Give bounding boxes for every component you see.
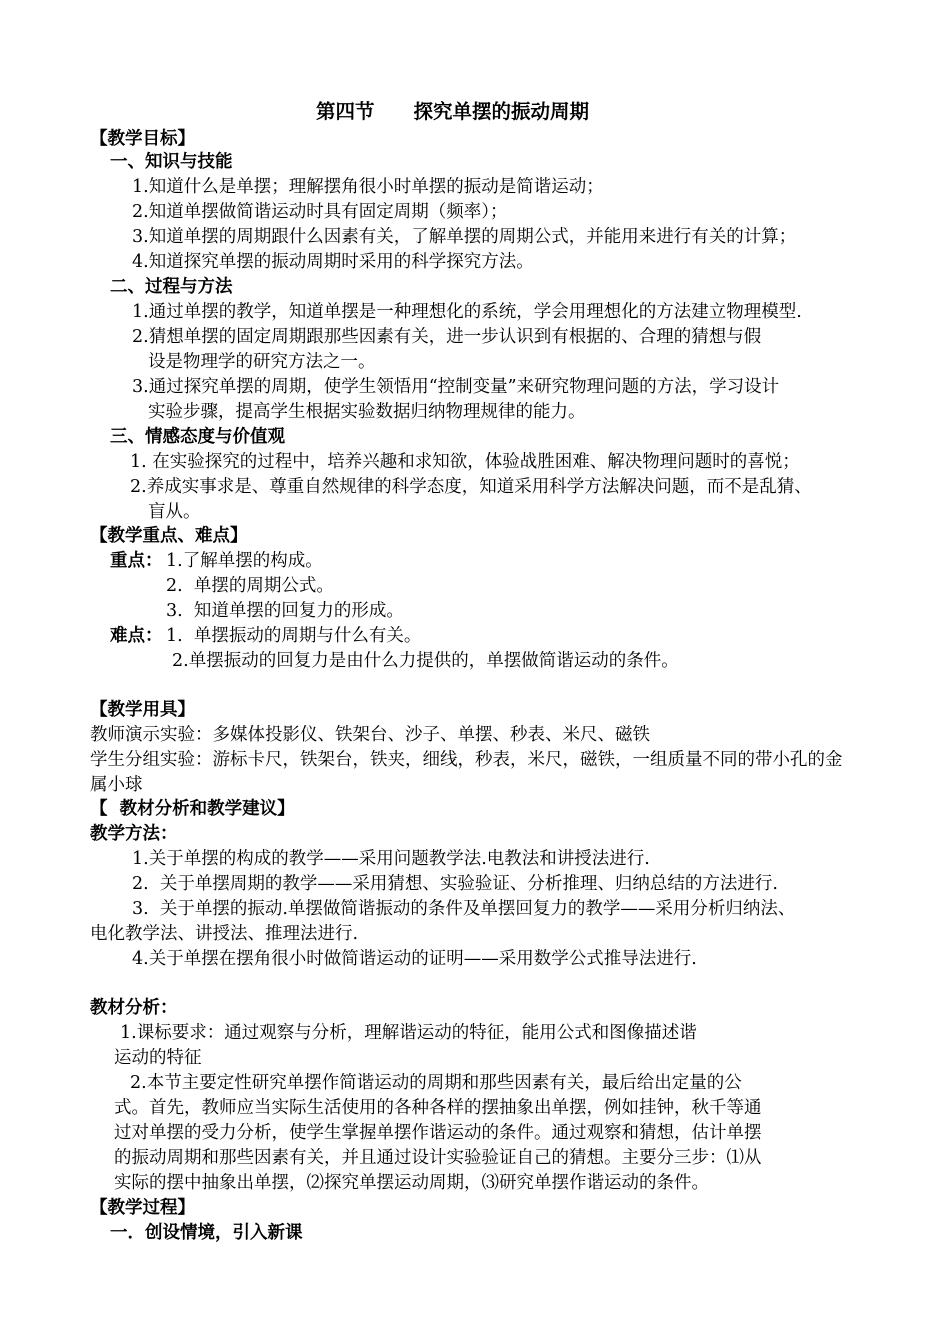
- material-line-2: 2.本节主要定性研究单摆作简谐运动的周期和那些因素有关，最后给出定量的公: [130, 1073, 742, 1093]
- attitude-item-2-cont: 盲从。: [148, 502, 201, 522]
- teaching-process-heading: 【教学过程】: [90, 1198, 195, 1218]
- method-line-1: 1.关于单摆的构成的教学——采用问题教学法.电教法和讲授法进行.: [132, 849, 650, 869]
- method-line-3-cont: 电化教学法、讲授法、推理法进行.: [90, 924, 359, 944]
- hard-label: 难点：: [110, 626, 163, 646]
- attitude-item-2: 2.养成实事求是、尊重自然规律的科学态度，知道采用科学方法解决问题，而不是乱猜、: [130, 477, 812, 497]
- process-item-3: 3.通过探究单摆的周期，使学生领悟用“控制变量”来研究物理问题的方法，学习设计: [132, 377, 780, 397]
- knowledge-item-1: 1.知道什么是单摆；理解摆角很小时单摆的振动是简谐运动；: [132, 177, 604, 197]
- material-heading: 教材分析：: [90, 998, 178, 1018]
- method-heading: 教学方法：: [90, 824, 178, 844]
- knowledge-item-3: 3.知道单摆的周期跟什么因素有关，了解单摆的周期公式，并能用来进行有关的计算；: [132, 227, 797, 247]
- process-step-1: 一．创设情境，引入新课: [110, 1223, 303, 1243]
- goals-heading: 【教学目标】: [90, 129, 195, 149]
- key-label: 重点：: [110, 551, 163, 571]
- material-line-3: 式。首先，教师应当实际生活使用的各种各样的摆抽象出单摆，例如挂钟，秋千等通: [114, 1098, 762, 1118]
- tools-teacher: 教师演示实验：多媒体投影仪、铁架台、沙子、单摆、秒表、米尺、磁铁: [90, 725, 650, 745]
- hard-item-1: 1. 单摆振动的周期与什么有关。: [166, 626, 422, 646]
- key-item-2: 2. 单摆的周期公式。: [166, 576, 334, 596]
- knowledge-heading: 一、知识与技能: [110, 152, 233, 172]
- knowledge-item-2: 2.知道单摆做简谐运动时具有固定周期（频率）；: [132, 202, 508, 222]
- hard-item-2: 2.单摆振动的回复力是由什么力提供的，单摆做简谐运动的条件。: [172, 651, 679, 671]
- process-item-2-cont: 设是物理学的研究方法之一。: [148, 352, 376, 372]
- method-line-3: 3. 关于单摆的振动.单摆做简谐振动的条件及单摆回复力的教学——采用分析归纳法、: [132, 899, 796, 919]
- method-line-4: 4.关于单摆在摆角很小时做简谐运动的证明——采用数学公式推导法进行.: [132, 949, 697, 969]
- tools-heading: 【教学用具】: [90, 700, 195, 720]
- method-line-2: 2. 关于单摆周期的教学——采用猜想、实验验证、分析推理、归纳总结的方法进行.: [132, 874, 778, 894]
- material-line-1: 1.课标要求：通过观察与分析，理解谐运动的特征，能用公式和图像描述谐: [120, 1023, 697, 1043]
- process-method-heading: 二、过程与方法: [110, 277, 233, 297]
- material-line-5: 的振动周期和那些因素有关，并且通过设计实验验证自己的猜想。主要分三步：⑴从: [114, 1148, 762, 1168]
- material-line-6: 实际的摆中抽象出单摆，⑵探究单摆运动周期，⑶研究单摆作谐运动的条件。: [114, 1173, 709, 1193]
- process-item-2: 2.猜想单摆的固定周期跟那些因素有关，进一步认识到有根据的、合理的猜想与假: [132, 327, 762, 347]
- attitude-item-1: 1. 在实验探究的过程中，培养兴趣和求知欲，体验战胜困难、解决物理问题时的喜悦；: [130, 452, 800, 472]
- process-item-1: 1.通过单摆的教学，知道单摆是一种理想化的系统，学会用理想化的方法建立物理模型.: [132, 302, 802, 322]
- knowledge-item-4: 4.知道探究单摆的振动周期时采用的科学探究方法。: [132, 252, 534, 272]
- key-item-3: 3. 知道单摆的回复力的形成。: [166, 601, 404, 621]
- tools-student: 学生分组实验：游标卡尺，铁架台，铁夹，细线，秒表，米尺，磁铁，一组质量不同的带小孔的金: [90, 750, 843, 770]
- material-line-4: 过对单摆的受力分析，使学生掌握单摆作谐运动的条件。通过观察和猜想，估计单摆: [114, 1123, 762, 1143]
- page-title: 第四节 探究单摆的振动周期: [316, 100, 590, 123]
- keypoints-heading: 【教学重点、难点】: [90, 526, 248, 546]
- analysis-heading: 【 教材分析和教学建议】: [90, 799, 295, 819]
- tools-student-cont: 属小球: [90, 775, 143, 795]
- key-item-1: 1.了解单摆的构成。: [166, 551, 323, 571]
- process-item-3-cont: 实验步骤，提高学生根据实验数据归纳物理规律的能力。: [148, 402, 586, 422]
- material-line-1-cont: 运动的特征: [114, 1048, 202, 1068]
- attitude-heading: 三、情感态度与价值观: [110, 427, 285, 447]
